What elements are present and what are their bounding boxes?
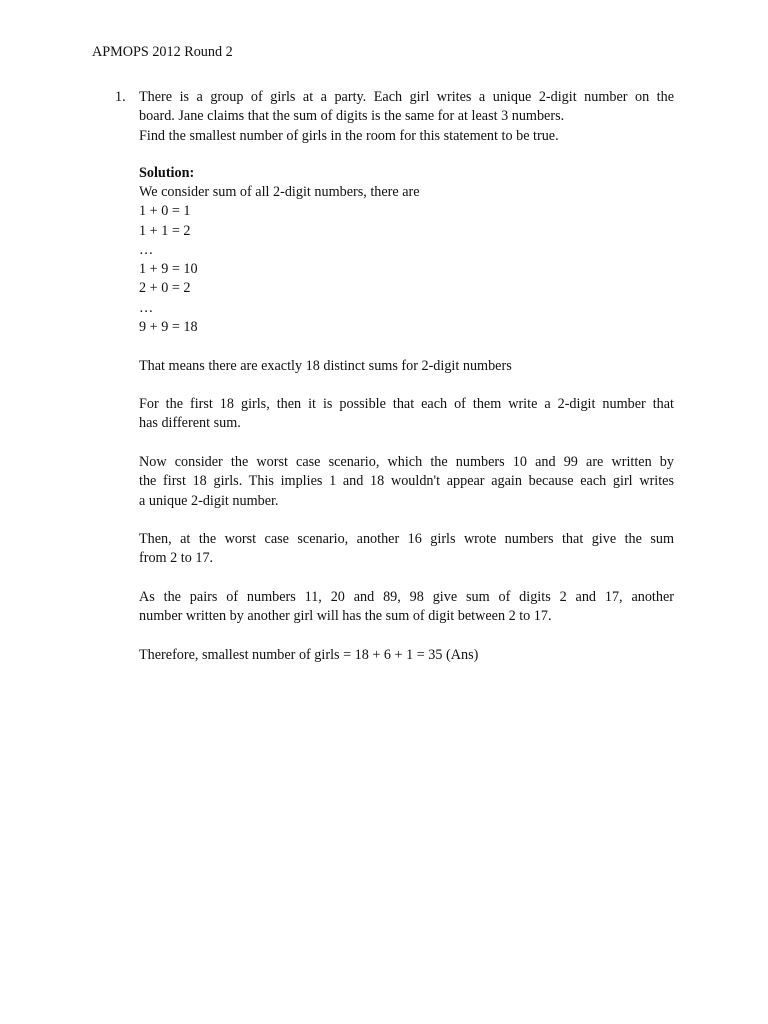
- solution-heading: Solution:: [139, 165, 195, 181]
- calc-line: 9 + 9 = 18: [139, 319, 198, 336]
- solution-paragraph-pairs: [139, 588, 674, 627]
- calc-line: 2 + 0 = 2: [139, 280, 191, 297]
- paragraph-line: has different sum.: [139, 415, 241, 432]
- solution-paragraph-worst-case: [139, 453, 674, 511]
- solution-intro: We consider sum of all 2-digit numbers, there are: [139, 184, 420, 200]
- solution-paragraph-distinct-sums: [139, 357, 674, 376]
- solution-answer: [139, 646, 674, 665]
- paragraph-line: Then, at the worst case scenario, another 16 girls wrote numbers that give the sum: [139, 531, 674, 547]
- paragraph-line: number written by another girl will has the sum of digit between 2 to 17.: [139, 608, 552, 625]
- calc-line: …: [139, 299, 154, 316]
- problem-statement-line: board. Jane claims that the sum of digits is the same for at least 3 numbers.: [139, 108, 565, 125]
- paragraph-line: That means there are exactly 18 distinct sums for 2-digit numbers: [139, 358, 512, 374]
- solution-paragraph-another-16-girls: [139, 530, 674, 569]
- paragraph-line: As the pairs of numbers 11, 20 and 89, 98 give sum of digits 2 and 17, another: [139, 589, 674, 605]
- answer-line: Therefore, smallest number of girls = 18 + 6 + 1 = 35 (Ans): [139, 647, 479, 663]
- calc-line: …: [139, 241, 154, 258]
- problem-statement-line: There is a group of girls at a party. Each girl writes a unique 2-digit number on the: [139, 89, 674, 105]
- calc-line: 1 + 0 = 1: [139, 203, 191, 220]
- solution-paragraph-first-18-girls: [139, 395, 674, 434]
- paragraph-line: a unique 2-digit number.: [139, 492, 279, 509]
- paragraph-line: Now consider the worst case scenario, which the numbers 10 and 99 are written by: [139, 454, 674, 470]
- problem-statement-line: Find the smallest number of girls in the room for this statement to be true.: [139, 127, 559, 144]
- problem-number: 1.: [115, 89, 126, 105]
- solution-calculation-list: [139, 183, 420, 337]
- problem-statement: [139, 88, 674, 146]
- paragraph-line: the first 18 girls. This implies 1 and 18 wouldn't appear again because each girl writes: [139, 473, 674, 490]
- paragraph-line: from 2 to 17.: [139, 550, 214, 567]
- page-header: APMOPS 2012 Round 2: [92, 44, 233, 60]
- paragraph-line: For the first 18 girls, then it is possible that each of them write a 2-digit number that: [139, 396, 674, 412]
- calc-line: 1 + 9 = 10: [139, 261, 198, 278]
- calc-line: 1 + 1 = 2: [139, 222, 191, 239]
